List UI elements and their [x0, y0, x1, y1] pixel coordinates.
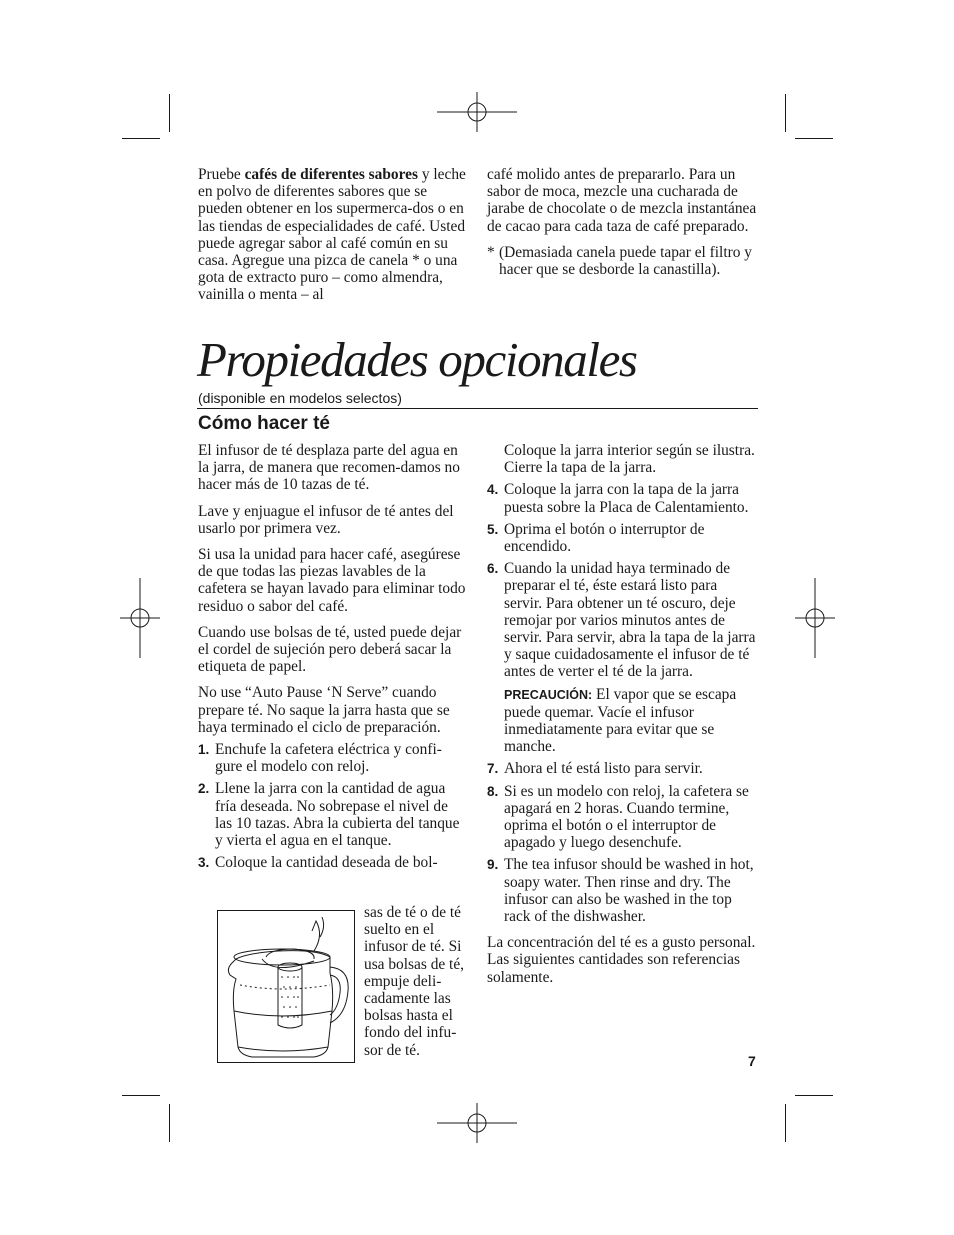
intro-paragraph: [198, 166, 470, 304]
step-number: 6.: [487, 561, 499, 577]
left-paragraph-2: Lave y enjuague el infusor de té antes del usarlo por primera vez.: [198, 502, 454, 537]
step-number: 3.: [198, 855, 210, 871]
main-left-column: [198, 442, 468, 871]
page-subtitle: (disponible en modelos selectos): [198, 390, 402, 406]
left-paragraph-3: Si usa la unidad para hacer café, asegúrese de que todas las piezas lavables de la cafetera se hayan lavado para eliminar todo residuo o sabor del café.: [198, 546, 466, 615]
step-text: Llene la jarra con la cantidad de agua fría deseada. No sobrepase el nivel de las 10 tazas. Abra la cubierta del tanque y vierta el agua en el tanque.: [215, 780, 460, 850]
step-4: [487, 481, 759, 515]
step-number: 9.: [487, 857, 499, 873]
step-text: Oprima el botón o interruptor de encendido.: [504, 520, 705, 556]
step-number: 5.: [487, 521, 499, 537]
intro-text-pre: Pruebe: [198, 166, 245, 183]
crop-mark-top-right-v: [785, 94, 786, 132]
footnote: [487, 244, 757, 278]
step-3-continued: Coloque la jarra interior según se ilustra. Cierre la tapa de la jarra.: [504, 442, 755, 477]
caution-text: El vapor que se escapa puede quemar. Vacíe el infusor inmediatamente para evitar que se manche.: [504, 685, 737, 756]
step-9: [487, 856, 759, 925]
step-text: Cuando la unidad haya terminado de preparar el té, éste estará listo para servir. Para obtener un té oscuro, deje remojar por varios minutos antes de servir. Para servir, abra la tapa de la jarra y saque cuidadosamente el infusor de té antes de verter el té de la jarra.: [504, 560, 756, 681]
left-paragraph-1: El infusor de té desplaza parte del agua en la jarra, de manera que recomen-damos no hacer más de 10 tazas de té.: [198, 442, 460, 494]
title-rule: [197, 408, 758, 409]
step-1: [198, 741, 468, 775]
left-paragraph-5: No use “Auto Pause ‘N Serve” cuando prepare té. No saque la jarra hasta que se haya terminado el ciclo de preparación.: [198, 684, 450, 736]
page-title: Propiedades opcionales: [197, 332, 637, 387]
step-7: [487, 760, 759, 777]
closing-paragraph: La concentración del té es a gusto personal. Las siguientes cantidades son referencias solamente.: [487, 934, 756, 986]
step-number: 4.: [487, 482, 499, 498]
step-5: [487, 521, 759, 555]
step-text: Si es un modelo con reloj, la cafetera se apagará en 2 horas. Cuando termine, oprima el botón o el interruptor de apagado y luego desenchufe.: [504, 782, 749, 852]
intro-text-post: y leche en polvo de diferentes sabores que se pueden obtener en los supermerca-dos o en las tiendas de especialidades de café. Usted puede agregar sabor al café común en su casa. Agregue una pizca de canela * o una gota de extracto puro – como almendra, vainilla o menta – al: [198, 166, 466, 304]
intro-right-paragraph: café molido antes de prepararlo. Para un sabor de moca, mezcle una cucharada de jarabe de chocolate o de mezcla instantánea de cacao para cada taza de café preparado.: [487, 166, 757, 235]
caution-note: [487, 686, 759, 756]
step-3: [198, 854, 468, 871]
registration-target-top: [437, 92, 517, 132]
crop-mark-bottom-left-v: [169, 1104, 170, 1142]
step-6: [487, 560, 759, 680]
left-paragraph-4: Cuando use bolsas de té, usted puede dejar el cordel de sujeción pero deberá sacar la etiqueta de papel.: [198, 623, 462, 676]
step-3-wrap-text: sas de té o de té suelto en el infusor de té. Si usa bolsas de té, empuje deli-cadamente las bolsas hasta el fondo del infu-sor de té.: [364, 904, 465, 1059]
step-number: 8.: [487, 783, 499, 799]
step-8: [487, 783, 759, 852]
step-text: Coloque la cantidad deseada de bol-: [215, 854, 438, 872]
step-text: Ahora el té está listo para servir.: [504, 760, 703, 778]
tea-infuser-illustration: [217, 910, 355, 1063]
step-text: Enchufe la cafetera eléctrica y confi-gure el modelo con reloj.: [215, 741, 442, 776]
carafe-with-infuser-icon: [218, 911, 354, 1062]
main-right-column: [487, 442, 759, 986]
step-text: The tea infusor should be washed in hot, soapy water. Then rinse and dry. The infusor can also be washed in the top rack of the dishwasher.: [504, 856, 754, 926]
crop-mark-top-right-h: [795, 138, 833, 139]
crop-mark-bottom-right-h: [795, 1095, 833, 1096]
footnote-text: (Demasiada canela puede tapar el filtro y hacer que se desborde la canastilla).: [499, 243, 752, 279]
registration-target-bottom: [437, 1103, 517, 1143]
registration-target-left: [120, 578, 160, 658]
crop-mark-bottom-right-v: [785, 1104, 786, 1142]
intro-left-column: [198, 166, 470, 304]
step-number: 7.: [487, 761, 499, 777]
step-number: 1.: [198, 742, 210, 758]
footnote-mark: *: [487, 243, 495, 261]
intro-right-column: [487, 166, 757, 278]
intro-text-bold: cafés de diferentes sabores: [244, 166, 418, 183]
page-number: 7: [748, 1053, 756, 1069]
crop-mark-bottom-left-h: [122, 1095, 160, 1096]
step-text: Coloque la jarra con la tapa de la jarra puesta sobre la Placa de Calentamiento.: [504, 481, 749, 516]
step-number: 2.: [198, 781, 210, 797]
section-heading: Cómo hacer té: [198, 413, 330, 434]
registration-target-right: [795, 578, 835, 658]
step-2: [198, 780, 468, 849]
caution-label: PRECAUCIÓN:: [504, 687, 593, 702]
crop-mark-top-left-h: [122, 138, 160, 139]
crop-mark-top-left-v: [169, 94, 170, 132]
